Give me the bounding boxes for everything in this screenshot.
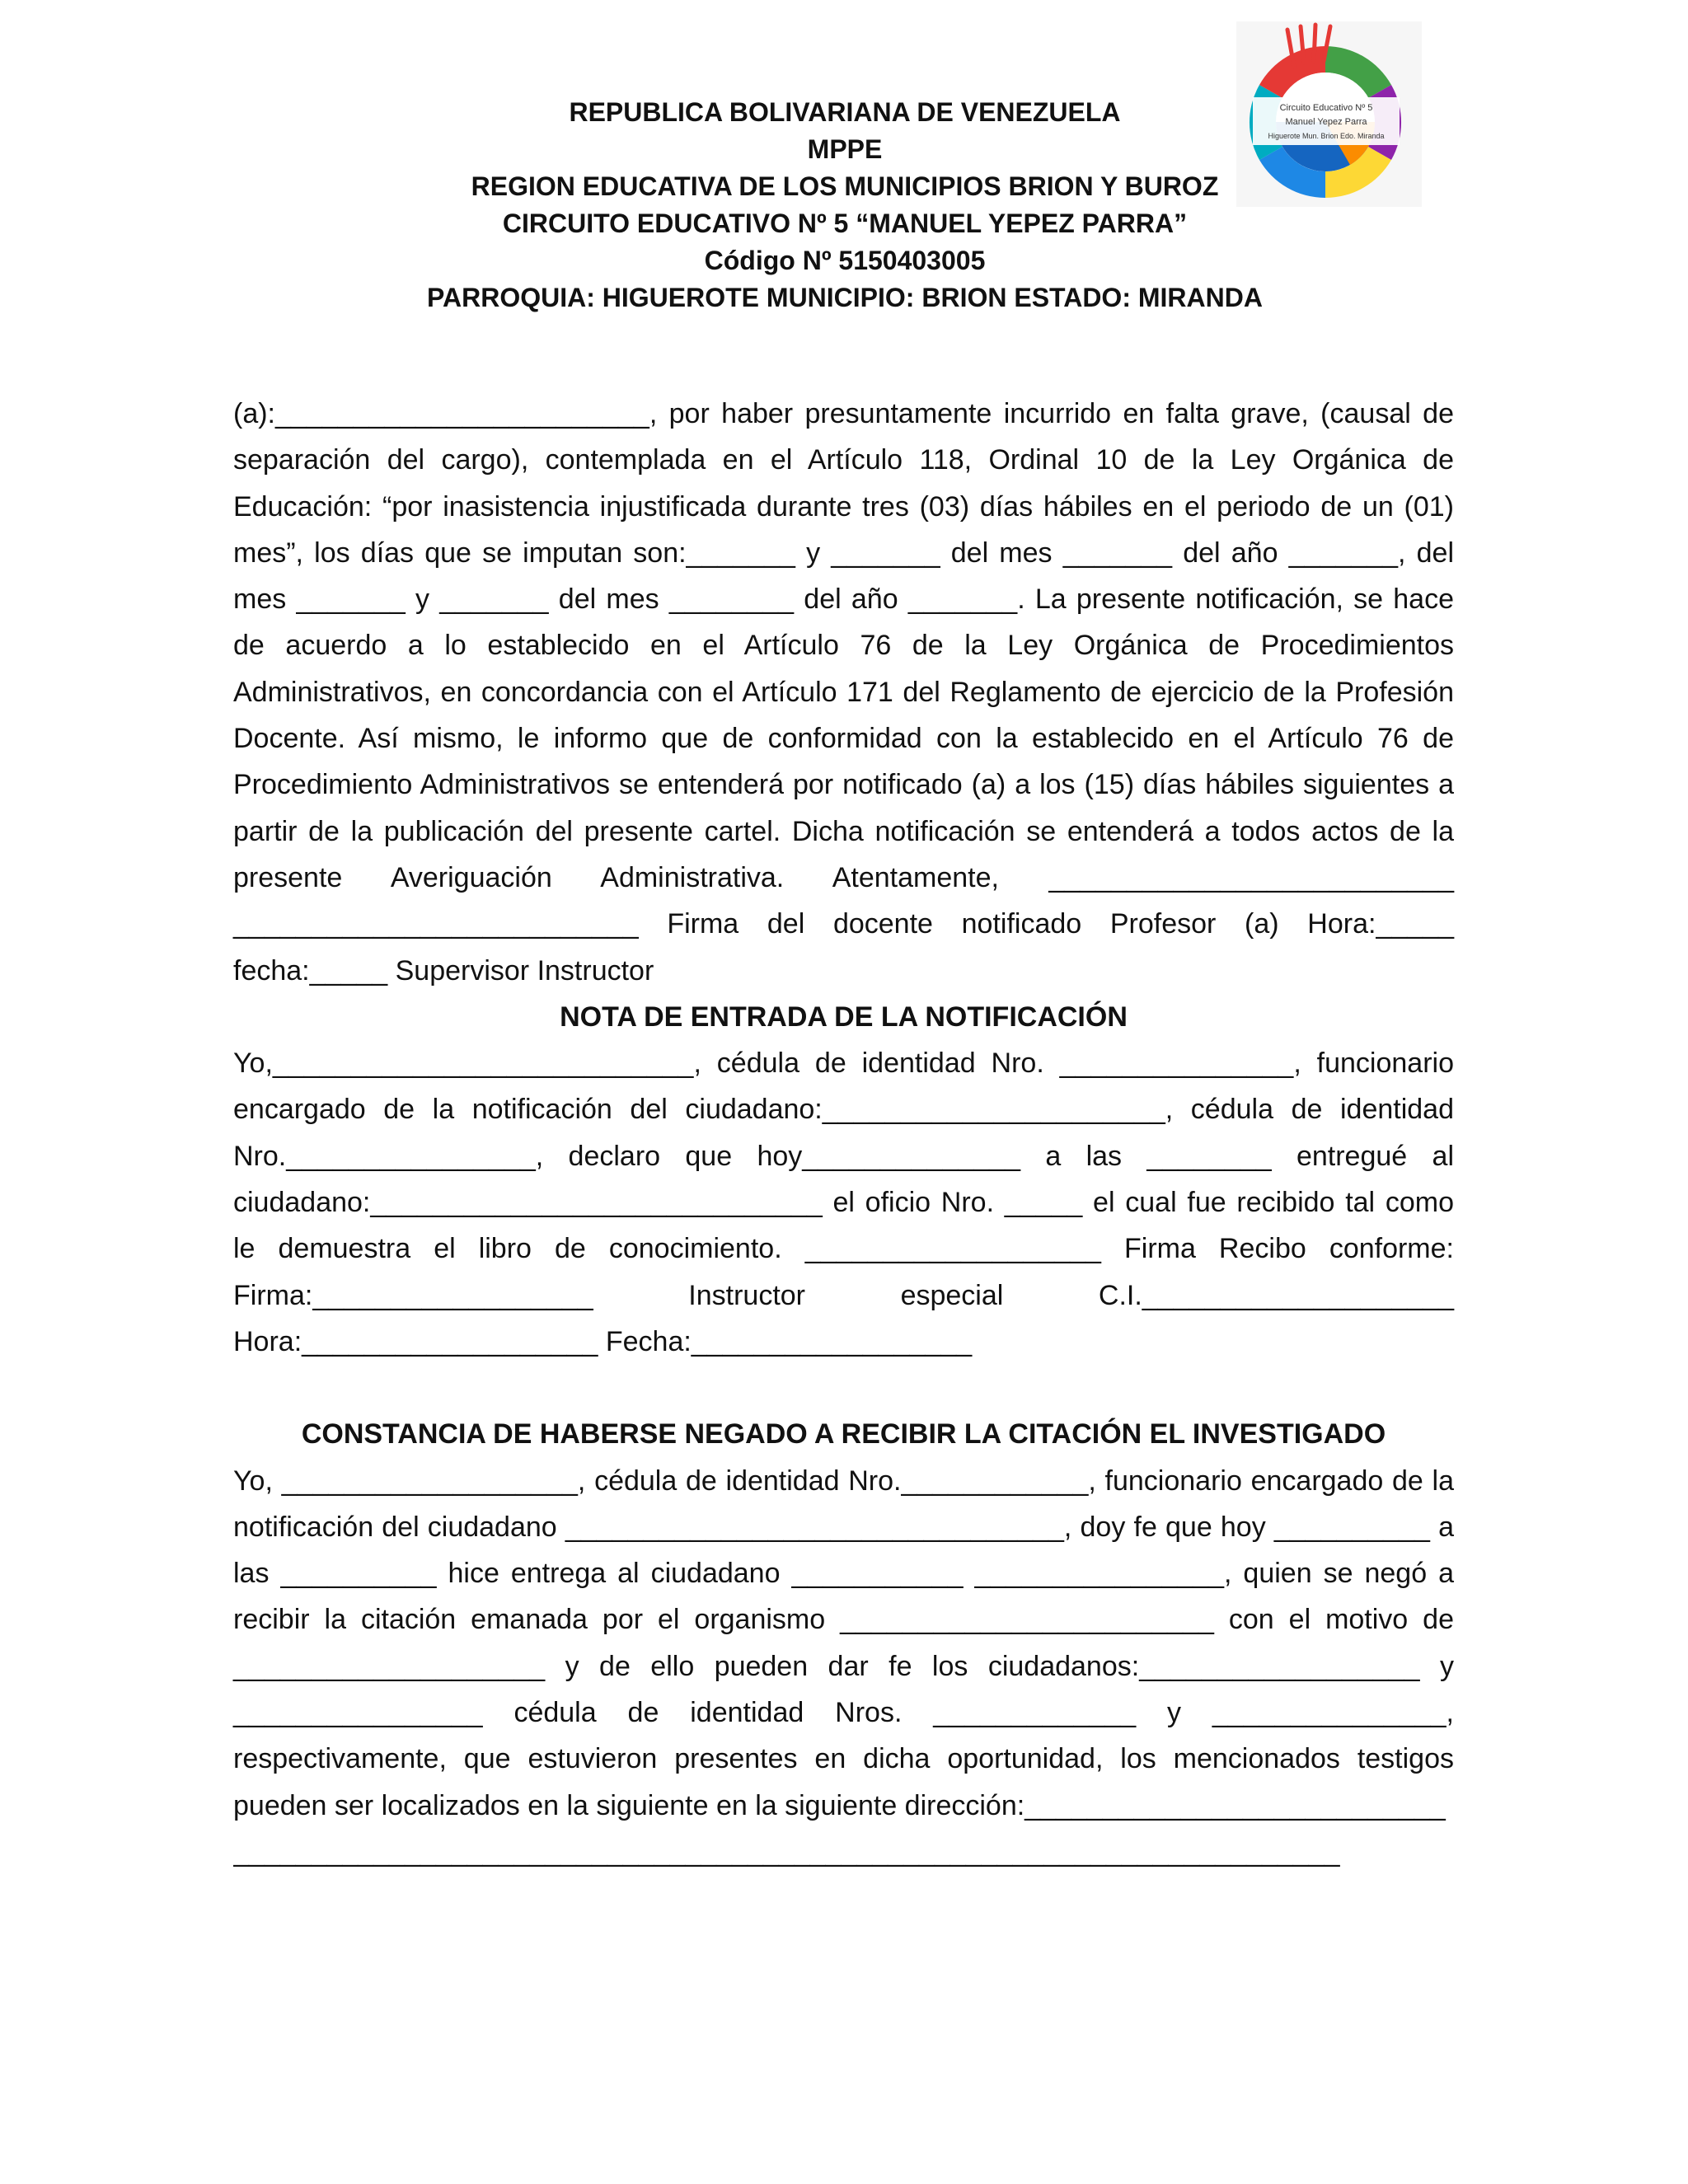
- document-body: [233, 391, 1454, 1875]
- nota-entrada-title: NOTA DE ENTRADA DE LA NOTIFICACIÓN: [560, 1001, 1128, 1033]
- constancia-final-blank-line: _______________________________________________________________________: [233, 1835, 1340, 1868]
- header-line-region: REGION EDUCATIVA DE LOS MUNICIPIOS BRION Y BUROZ: [471, 171, 1219, 201]
- circuit-logo-image: [1236, 21, 1422, 207]
- logo-text-name: Manuel Yepez Parra: [1285, 117, 1367, 127]
- circuit-logo: [1236, 21, 1422, 207]
- logo-text-circuit: Circuito Educativo Nº 5: [1279, 103, 1373, 113]
- header-line-ministry: MPPE: [807, 134, 883, 164]
- logo-text-location: Higuerote Mun. Brion Edo. Miranda: [1268, 132, 1385, 140]
- header-line-circuit: CIRCUITO EDUCATIVO Nº 5 “MANUEL YEPEZ PARRA”: [502, 209, 1188, 238]
- header-line-parish: PARROQUIA: HIGUEROTE MUNICIPIO: BRION ESTADO: MIRANDA: [427, 283, 1263, 312]
- header-line-republic: REPUBLICA BOLIVARIANA DE VENEZUELA: [569, 97, 1121, 127]
- constancia-title: CONSTANCIA DE HABERSE NEGADO A RECIBIR LA CITACIÓN EL INVESTIGADO: [301, 1418, 1386, 1451]
- document-header: [346, 94, 1343, 316]
- notification-paragraph: (a):________________________, por haber presuntamente incurrido en falta grave, (causal de separación del cargo), contemplada en el Artículo 118, Ordinal 10 de la Ley Orgánica de Educación: “por inasistencia injustificada durante tres (03) días hábiles en el periodo de un (01) mes”, los días que se imputan son:_______ y _______ del mes _______ del año _______, del mes _______ y _______ del mes ________ del año _______. La presente notificación, se hace de acuerdo a lo establecido en el Artículo 76 de la Ley Orgánica de Procedimientos Administrativos, en concordancia con el Artículo 171 del Reglamento de ejercicio de la Profesión Docente. Así mismo, le informo que de conformidad con la establecido en el Artículo 76 de Procedimiento Administrativos se entenderá por notificado (a) a los (15) días hábiles siguientes a partir de la publicación del presente cartel. Dicha notificación se entenderá a todos actos de la presente Averiguación Administrativa. Atentamente, __________________________ __________________________ Firma del docente notificado Profesor (a) Hora:_____ fecha:_____ Supervisor Instructor: [233, 398, 1454, 987]
- constancia-paragraph: Yo, ___________________, cédula de identidad Nro.____________, funcionario encargado de la notificación del ciudadano ________________________________, doy fe que hoy __________ a las __________ hice entrega al ciudadano ___________ ________________, quien se negó a recibir la citación emanada por el organismo ________________________ con el motivo de ____________________ y de ello pueden dar fe los ciudadanos:__________________ y ________________ cédula de identidad Nros. _____________ y _______________, respectivamente, que estuvieron presentes en dicha oportunidad, los mencionados testigos pueden ser localizados en la siguiente en la siguiente dirección:___________________________: [233, 1465, 1454, 1821]
- section-spacer: [233, 1365, 1454, 1411]
- nota-entrada-paragraph: Yo,___________________________, cédula de identidad Nro. _______________, funcionario encargado de la notificación del ciudadano:______________________, cédula de identidad Nro.________________, declaro que hoy______________ a las ________ entregué al ciudadano:_____________________________ el oficio Nro. _____ el cual fue recibido tal como le demuestra el libro de conocimiento. ___________________ Firma Recibo conforme: Firma:__________________ Instructor especial C.I.____________________ Hora:___________________ Fecha:__________________: [233, 1047, 1454, 1357]
- header-line-code: Código Nº 5150403005: [704, 246, 986, 275]
